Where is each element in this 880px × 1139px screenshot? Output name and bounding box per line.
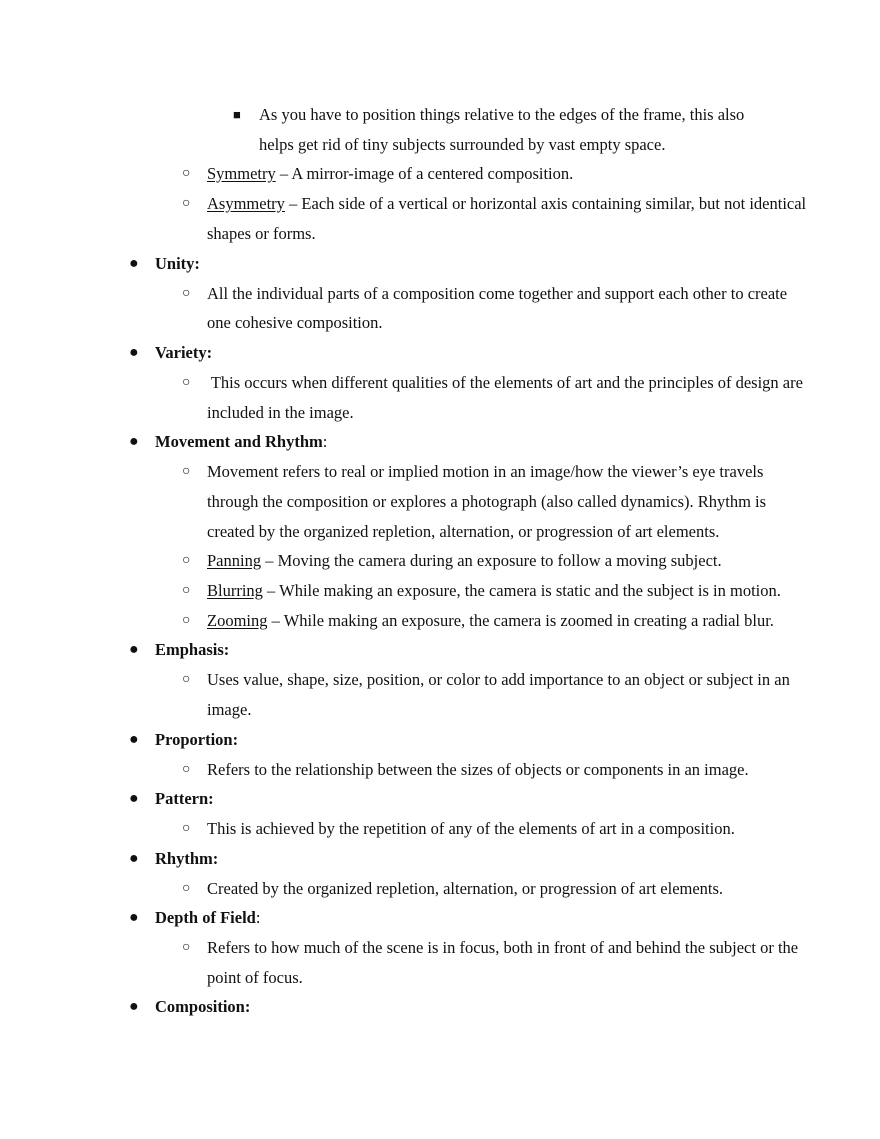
circle-bullet-icon: ○ [182, 464, 191, 479]
circle-bullet-icon: ○ [182, 553, 191, 568]
circle-bullet-icon: ○ [182, 286, 191, 301]
heading-colon: : [255, 908, 261, 927]
circle-bullet-icon: ○ [182, 762, 191, 777]
section-heading: Proportion: [155, 730, 239, 749]
list-text: one cohesive composition. [207, 313, 383, 332]
bullet-icon: ● [129, 731, 139, 748]
term-zooming: Zooming [207, 611, 268, 630]
section-heading: Depth of Field [155, 908, 256, 927]
section-heading: Composition: [155, 997, 251, 1016]
section-heading: Emphasis: [155, 640, 230, 659]
bullet-icon: ● [129, 433, 139, 450]
term-panning: Panning [207, 551, 262, 570]
circle-bullet-icon: ○ [182, 583, 191, 598]
term-blurring: Blurring [207, 581, 263, 600]
list-text: included in the image. [207, 403, 354, 422]
circle-bullet-icon: ○ [182, 375, 191, 390]
term-description: – While making an exposure, the camera is static and the subject is in motion. [262, 581, 781, 600]
list-text: Movement refers to real or implied motion in an image/how the viewer’s eye travels [207, 462, 764, 481]
list-text: point of focus. [207, 968, 303, 987]
term-asymmetry: Asymmetry [207, 194, 285, 213]
list-text: helps get rid of tiny subjects surrounded by vast empty space. [259, 135, 666, 154]
list-text: As you have to position things relative to the edges of the frame, this also [259, 105, 745, 124]
bullet-icon: ● [129, 255, 139, 272]
section-heading: Pattern: [155, 789, 214, 808]
section-heading: Movement and Rhythm [155, 432, 323, 451]
list-text: This occurs when different qualities of the elements of art and the principles of design are [207, 373, 803, 392]
list-text: shapes or forms. [207, 224, 316, 243]
circle-bullet-icon: ○ [182, 821, 191, 836]
list-text: This is achieved by the repetition of any of the elements of art in a composition. [207, 819, 735, 838]
section-heading: Rhythm: [155, 849, 219, 868]
term-symmetry: Symmetry [207, 164, 276, 183]
term-description: – While making an exposure, the camera is zoomed in creating a radial blur. [267, 611, 774, 630]
circle-bullet-icon: ○ [182, 613, 191, 628]
list-text: All the individual parts of a composition come together and support each other to create [207, 284, 788, 303]
term-description: – A mirror-image of a centered composition. [275, 164, 574, 183]
list-text: created by the organized repletion, alternation, or progression of art elements. [207, 522, 720, 541]
list-text: Refers to the relationship between the sizes of objects or components in an image. [207, 760, 749, 779]
circle-bullet-icon: ○ [182, 881, 191, 896]
section-heading: Variety: [155, 343, 213, 362]
section-heading: Unity: [155, 254, 200, 273]
bullet-icon: ● [129, 998, 139, 1015]
list-text: Uses value, shape, size, position, or color to add importance to an object or subject in an [207, 670, 790, 689]
bullet-icon: ● [129, 344, 139, 361]
square-bullet-icon: ■ [233, 107, 241, 122]
bullet-icon: ● [129, 641, 139, 658]
term-description: – Each side of a vertical or horizontal axis containing similar, but not identical [284, 194, 807, 213]
list-text: Created by the organized repletion, alternation, or progression of art elements. [207, 879, 724, 898]
list-text: through the composition or explores a photograph (also called dynamics). Rhythm is [207, 492, 767, 511]
bullet-icon: ● [129, 790, 139, 807]
term-description: – Moving the camera during an exposure to follow a moving subject. [261, 551, 722, 570]
circle-bullet-icon: ○ [182, 166, 191, 181]
bullet-icon: ● [129, 909, 139, 926]
circle-bullet-icon: ○ [182, 940, 191, 955]
circle-bullet-icon: ○ [182, 672, 191, 687]
list-text: Refers to how much of the scene is in focus, both in front of and behind the subject or the [207, 938, 799, 957]
heading-colon: : [322, 432, 328, 451]
bullet-icon: ● [129, 850, 139, 867]
circle-bullet-icon: ○ [182, 196, 191, 211]
list-text: image. [207, 700, 252, 719]
